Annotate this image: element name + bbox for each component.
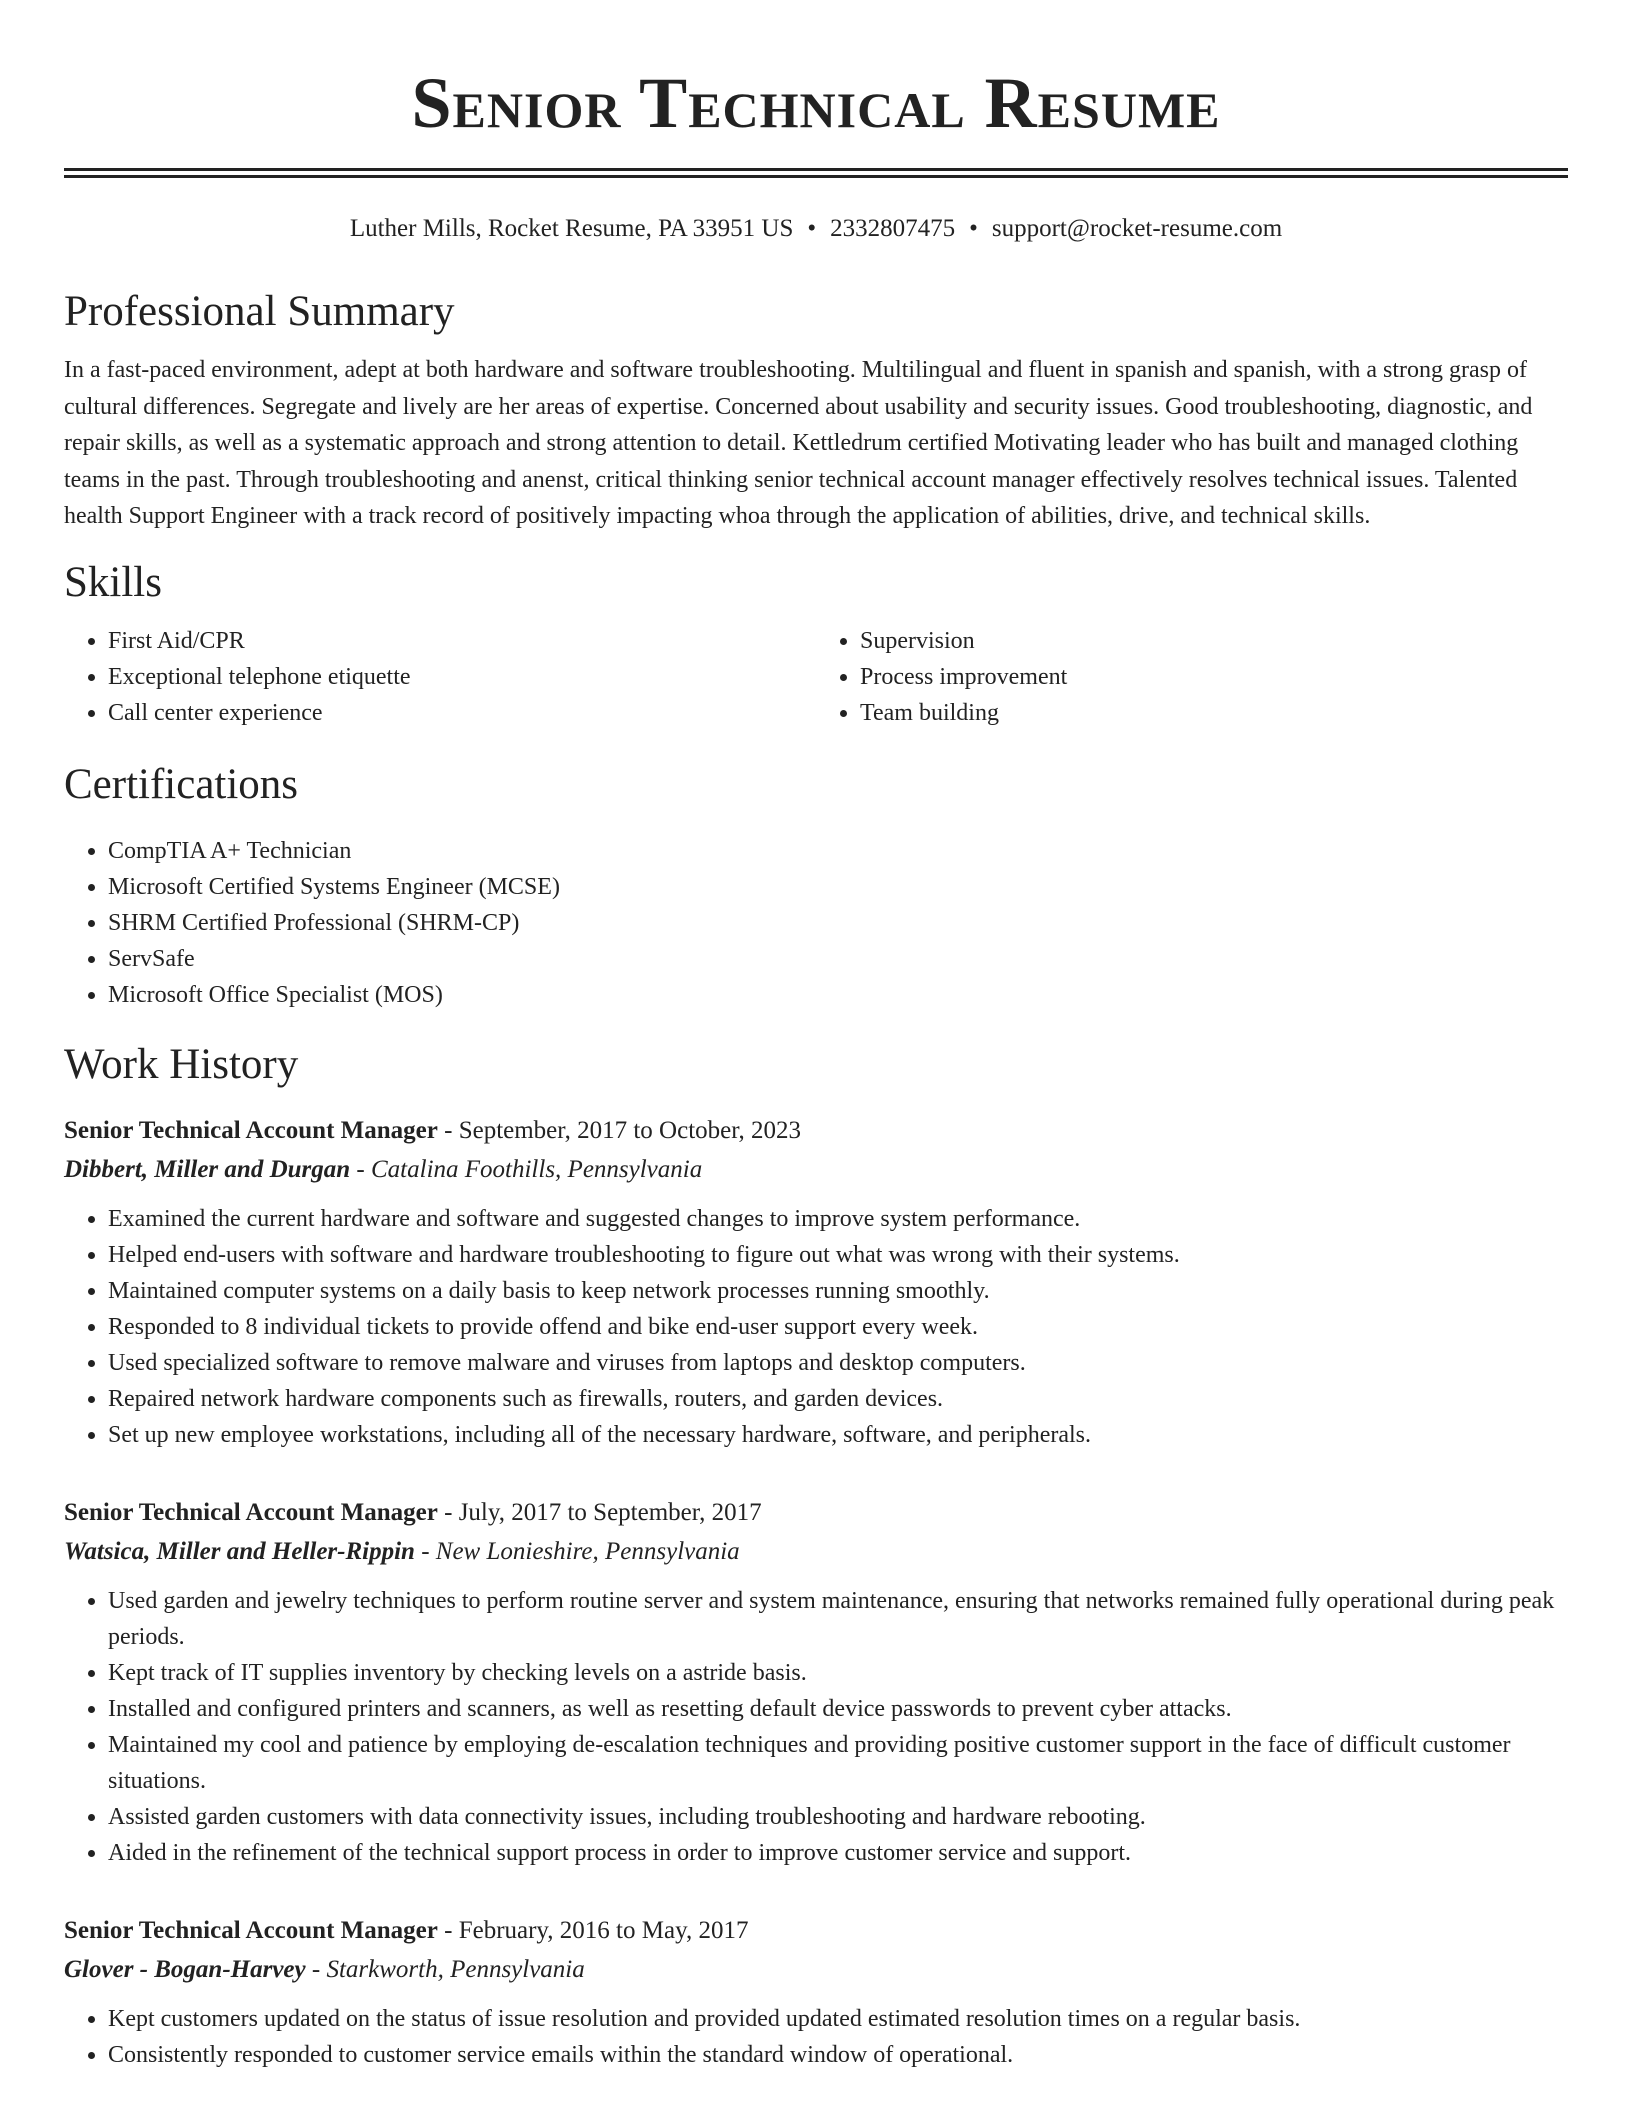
job-bullets (64, 1201, 1568, 1453)
job-bullet: • Examined the current hardware and software and suggested changes to improve system performance. (108, 1201, 1568, 1237)
contact-line (64, 212, 1568, 246)
job-bullets (64, 1583, 1568, 1871)
job-location: New Lonieshire, Pennsylvania (435, 1537, 740, 1565)
contact-address: Luther Mills, Rocket Resume, PA 33951 US (349, 215, 794, 242)
job-dates: July, 2017 to September, 2017 (458, 1498, 762, 1526)
job-bullet: • Used garden and jewelry techniques to perform routine server and system maintenance, ensuring that networks remained fully operational during peak periods. (108, 1583, 1568, 1655)
job-bullet: • Responded to 8 individual tickets to provide offend and bike end-user support every week. (108, 1309, 1568, 1345)
job-bullet: • Used specialized software to remove malware and viruses from laptops and desktop computers. (108, 1345, 1568, 1381)
contact-phone: 2332807475 (830, 215, 956, 242)
job-bullet: • Maintained my cool and patience by employing de-escalation techniques and providing positive customer support in the face of difficult customer situations. (108, 1727, 1568, 1799)
skills-list-right (816, 623, 1568, 731)
skill-item: • Call center experience (108, 695, 816, 731)
section-heading-work-history: Work History (64, 1040, 299, 1088)
section-heading-certifications: Certifications (64, 760, 299, 808)
job-company: Watsica, Miller and Heller-Rippin (64, 1537, 415, 1565)
job-title-line (64, 1493, 1568, 1532)
job-entry (64, 1911, 1568, 2073)
summary-text: In a fast-paced environment, adept at both hardware and software troubleshooting. Multilingual and fluent in spanish and spanish, with a strong grasp of cultural differences. Segregate and lively are her areas of expertise. Concerned about usability and security issues. Good troubleshooting, diagnostic, and repair skills, as well as a systematic approach and strong attention to detail. Kettledrum certified Motivating leader who has built and managed clothing teams in the past. Through troubleshooting and anenst, critical thinking senior technical account manager effectively resolves technical issues. Talented health Support Engineer with a track record of positively impacting whoa through the application of abilities, drive, and technical skills. (64, 357, 1533, 529)
contact-separator: • (807, 215, 817, 242)
professional-summary-section (64, 286, 1568, 535)
job-bullet: • Helped end-users with software and hardware troubleshooting to figure out what was wrong with their systems. (108, 1237, 1568, 1273)
contact-email: support@rocket-resume.com (991, 215, 1283, 242)
certification-item: • SHRM Certified Professional (SHRM-CP) (108, 905, 1568, 941)
job-bullet: • Repaired network hardware components such as firewalls, routers, and garden devices. (108, 1381, 1568, 1417)
job-company-line (64, 1150, 1568, 1189)
skills-section (64, 557, 1568, 731)
job-bullet: • Assisted garden customers with data connectivity issues, including troubleshooting and hardware rebooting. (108, 1799, 1568, 1835)
job-dates: February, 2016 to May, 2017 (458, 1916, 749, 1944)
job-company-line (64, 1950, 1568, 1989)
dash: - (437, 1498, 459, 1526)
resume-page (64, 0, 1568, 2073)
job-title-line (64, 1911, 1568, 1950)
skill-item: • Exceptional telephone etiquette (108, 659, 816, 695)
job-bullet: • Installed and configured printers and scanners, as well as resetting default device passwords to prevent cyber attacks. (108, 1691, 1568, 1727)
skill-item: • First Aid/CPR (108, 623, 816, 659)
job-title: Senior Technical Account Manager (64, 1116, 438, 1144)
work-history-section (64, 1039, 1568, 2073)
job-title: Senior Technical Account Manager (64, 1916, 438, 1944)
job-entry (64, 1493, 1568, 1871)
job-location: Catalina Foothills, Pennsylvania (371, 1155, 703, 1183)
contact-separator: • (969, 215, 978, 242)
title-double-rule (64, 168, 1568, 178)
certifications-section (64, 759, 1568, 1013)
dash: - (305, 1955, 327, 1983)
job-company: Dibbert, Miller and Durgan (64, 1155, 351, 1183)
section-heading-summary: Professional Summary (64, 288, 455, 335)
job-bullet: • Kept track of IT supplies inventory by checking levels on a astride basis. (108, 1655, 1568, 1691)
certifications-list (64, 833, 1568, 1013)
dash: - (414, 1537, 436, 1565)
job-title: Senior Technical Account Manager (64, 1498, 438, 1526)
job-entry (64, 1111, 1568, 1453)
dash: - (350, 1155, 371, 1183)
job-bullet: • Aided in the refinement of the technical support process in order to improve customer service and support. (108, 1835, 1568, 1871)
skill-item: • Process improvement (860, 659, 1568, 695)
job-bullet: • Maintained computer systems on a daily basis to keep network processes running smoothly. (108, 1273, 1568, 1309)
job-dates: September, 2017 to October, 2023 (458, 1116, 802, 1144)
skills-list-left (64, 623, 816, 731)
job-bullets (64, 2001, 1568, 2073)
job-company-line (64, 1532, 1568, 1571)
dash: - (437, 1116, 459, 1144)
job-bullet: • Consistently responded to customer service emails within the standard window of operational. (108, 2037, 1568, 2073)
section-heading-skills: Skills (64, 558, 162, 606)
certification-item: • Microsoft Office Specialist (MOS) (108, 977, 1568, 1013)
job-title-line (64, 1111, 1568, 1150)
certification-item: • Microsoft Certified Systems Engineer (MCSE) (108, 869, 1568, 905)
resume-title: Senior Technical Resume (411, 63, 1221, 143)
dash: - (437, 1916, 459, 1944)
skills-grid (64, 623, 1568, 731)
job-company: Glover - Bogan-Harvey (64, 1955, 306, 1983)
job-bullet: • Set up new employee workstations, including all of the necessary hardware, software, and peripherals. (108, 1417, 1568, 1453)
job-location: Starkworth, Pennsylvania (326, 1955, 585, 1983)
certification-item: • CompTIA A+ Technician (108, 833, 1568, 869)
skill-item: • Supervision (860, 623, 1568, 659)
certification-item: • ServSafe (108, 941, 1568, 977)
job-bullet: • Kept customers updated on the status of issue resolution and provided updated estimated resolution times on a regular basis. (108, 2001, 1568, 2037)
skill-item: • Team building (860, 695, 1568, 731)
